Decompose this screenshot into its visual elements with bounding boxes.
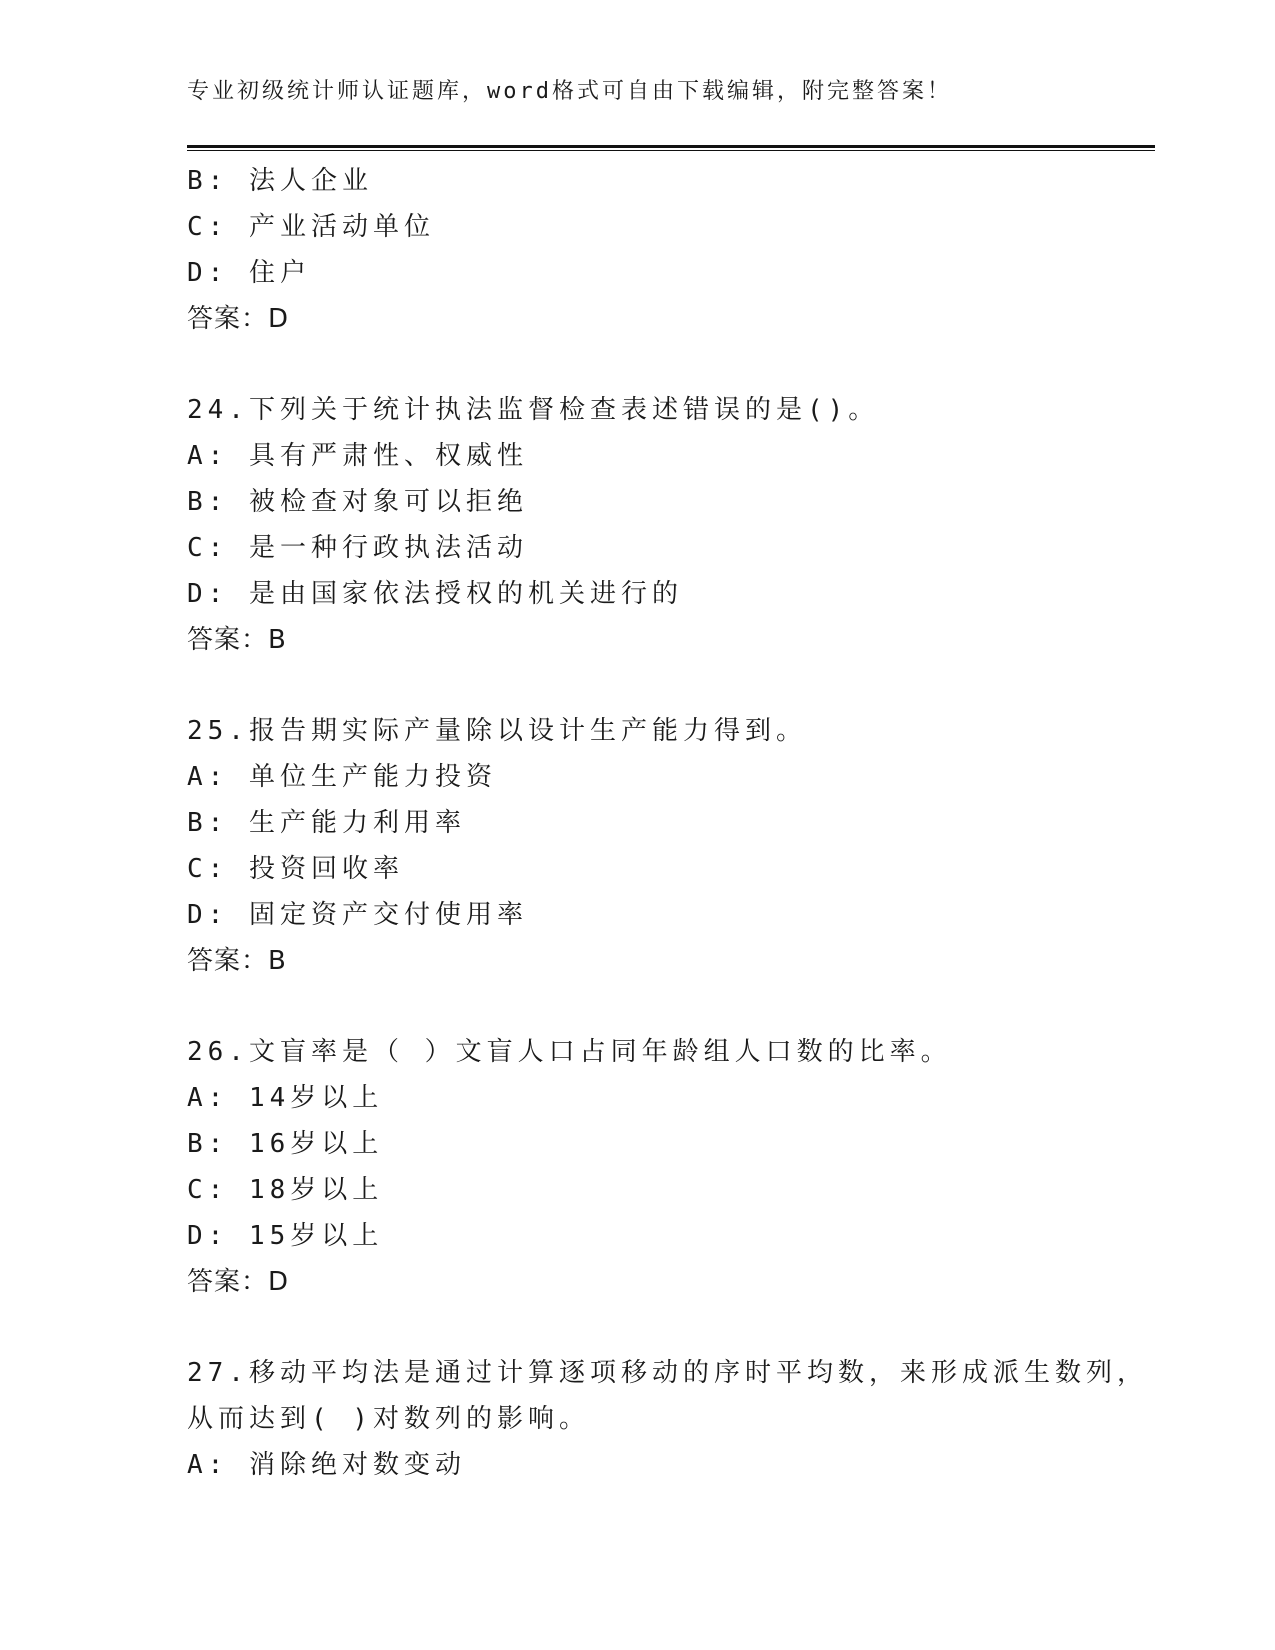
- option-c: C: 投资回收率: [187, 854, 404, 884]
- answer: 答案：B: [187, 625, 287, 655]
- option-b: B: 生产能力利用率: [187, 808, 466, 838]
- option-a: A: 消除绝对数变动: [187, 1450, 466, 1480]
- option-a: A: 单位生产能力投资: [187, 762, 497, 792]
- option-d: D: 住户: [187, 258, 311, 288]
- option-b: B: 法人企业: [187, 166, 373, 196]
- question-25: [187, 708, 1155, 984]
- question-23-continued: [187, 158, 1155, 342]
- question-stem-continued: 从而达到( )对数列的影响。: [187, 1404, 590, 1434]
- option-a: A: 14岁以上: [187, 1083, 384, 1113]
- question-stem: 24.下列关于统计执法监督检查表述错误的是()。: [187, 395, 880, 425]
- option-a: A: 具有严肃性、权威性: [187, 441, 528, 471]
- option-b: B: 被检查对象可以拒绝: [187, 487, 528, 517]
- question-27: [187, 1350, 1155, 1488]
- answer: 答案：D: [187, 1267, 290, 1297]
- question-24: [187, 387, 1155, 663]
- option-d: D: 15岁以上: [187, 1221, 384, 1251]
- header-rule-thick: [187, 145, 1155, 148]
- answer: 答案：D: [187, 304, 290, 334]
- page-header: 专业初级统计师认证题库，word格式可自由下载编辑，附完整答案！: [187, 79, 952, 104]
- question-list: [187, 158, 1155, 1488]
- answer: 答案：B: [187, 946, 287, 976]
- option-c: C: 18岁以上: [187, 1175, 384, 1205]
- question-26: [187, 1029, 1155, 1305]
- question-stem: 25.报告期实际产量除以设计生产能力得到。: [187, 716, 807, 746]
- option-c: C: 产业活动单位: [187, 212, 435, 242]
- option-c: C: 是一种行政执法活动: [187, 533, 528, 563]
- header-rule-thin: [187, 150, 1155, 151]
- question-stem: 26.文盲率是（ ）文盲人口占同年龄组人口数的比率。: [187, 1037, 952, 1067]
- option-b: B: 16岁以上: [187, 1129, 384, 1159]
- option-d: D: 固定资产交付使用率: [187, 900, 528, 930]
- option-d: D: 是由国家依法授权的机关进行的: [187, 579, 683, 609]
- question-stem: 27.移动平均法是通过计算逐项移动的序时平均数，来形成派生数列，: [187, 1358, 1148, 1388]
